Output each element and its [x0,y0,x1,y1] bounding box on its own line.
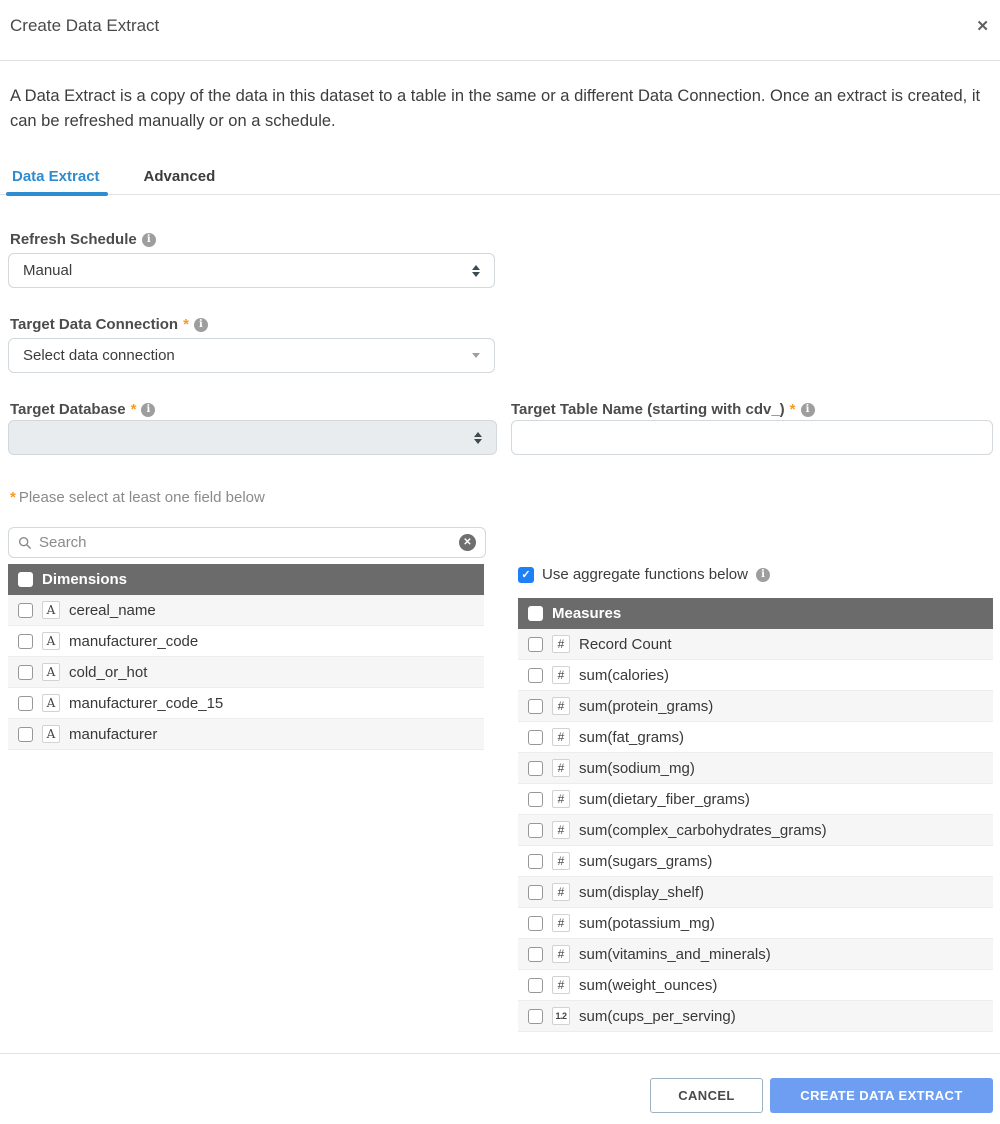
row-checkbox[interactable] [528,854,543,869]
dialog-title: Create Data Extract [10,16,160,35]
field-type-icon: # [552,852,570,870]
field-label: sum(cups_per_serving) [579,1007,736,1025]
row-checkbox[interactable] [528,668,543,683]
measure-list-item[interactable] [518,908,993,939]
field-type-icon: A [42,601,60,619]
search-input[interactable] [39,534,452,551]
measure-list-item[interactable] [518,1001,993,1032]
required-asterisk: * [10,489,16,506]
measures-list [518,598,993,1032]
target-database-label [10,401,155,418]
row-checkbox[interactable] [528,916,543,931]
required-asterisk: * [183,316,189,333]
measure-list-item[interactable] [518,753,993,784]
field-type-icon: # [552,976,570,994]
field-label: manufacturer_code_15 [69,694,224,712]
field-label: sum(sodium_mg) [579,759,695,777]
create-data-extract-button[interactable]: CREATE DATA EXTRACT [770,1078,993,1113]
updown-arrows-icon [472,265,480,277]
measure-list-item[interactable] [518,691,993,722]
refresh-schedule-label-text: Refresh Schedule [10,231,137,248]
field-type-icon: A [42,663,60,681]
select-all-measures-checkbox[interactable] [528,606,543,621]
field-label: sum(potassium_mg) [579,914,715,932]
field-type-icon: # [552,914,570,932]
info-icon[interactable]: i [141,403,155,417]
row-checkbox[interactable] [528,1009,543,1024]
refresh-schedule-value: Manual [23,262,73,279]
target-table-name-label [511,401,815,418]
field-label: cereal_name [69,601,156,619]
field-label: cold_or_hot [69,663,148,681]
field-type-icon: # [552,697,570,715]
select-all-dimensions-checkbox[interactable] [18,572,33,587]
target-data-connection-value: Select data connection [23,347,175,364]
field-label: sum(calories) [579,666,670,684]
field-label: sum(weight_ounces) [579,976,718,994]
dimensions-list [8,564,484,750]
row-checkbox[interactable] [18,603,33,618]
measures-header-label: Measures [552,605,622,622]
target-data-connection-label [10,316,208,333]
target-table-name-input[interactable] [511,420,993,455]
dimension-list-item[interactable] [8,688,484,719]
target-database-select[interactable] [8,420,497,455]
tab-advanced[interactable]: Advanced [143,168,216,185]
measure-list-item[interactable] [518,722,993,753]
measure-list-item[interactable] [518,815,993,846]
target-table-name-label-text: Target Table Name (starting with cdv_) [511,401,785,418]
row-checkbox[interactable] [18,696,33,711]
refresh-schedule-label [10,231,156,248]
measure-list-item[interactable] [518,629,993,660]
row-checkbox[interactable] [528,978,543,993]
field-type-icon: A [42,632,60,650]
target-data-connection-select[interactable] [8,338,495,373]
dimension-list-item[interactable] [8,595,484,626]
cancel-button[interactable]: CANCEL [650,1078,763,1113]
dialog-description: A Data Extract is a copy of the data in this dataset to a table in the same or a different Data Connection. Once an extract is created, it can be refreshed manually or on a schedule. [10,87,981,130]
dimension-list-item[interactable] [8,719,484,750]
use-aggregate-label: Use aggregate functions below [542,566,748,583]
field-type-icon: # [552,945,570,963]
row-checkbox[interactable] [528,792,543,807]
required-asterisk: * [130,401,137,418]
tab-bar [0,158,1000,195]
row-checkbox[interactable] [528,730,543,745]
updown-arrows-icon [474,432,482,444]
row-checkbox[interactable] [528,947,543,962]
search-icon [18,536,32,550]
clear-search-icon[interactable]: ✕ [459,534,476,551]
dimension-list-item[interactable] [8,657,484,688]
field-type-icon: # [552,821,570,839]
field-label: sum(complex_carbohydrates_grams) [579,821,827,839]
field-label: sum(dietary_fiber_grams) [579,790,750,808]
field-label: manufacturer [69,725,158,743]
field-note-text: Please select at least one field below [18,489,265,506]
measures-header [518,598,993,629]
tab-data-extract[interactable]: Data Extract [10,158,102,194]
field-label: manufacturer_code [69,632,199,650]
field-type-icon: # [552,759,570,777]
field-label: sum(sugars_grams) [579,852,713,870]
field-type-icon: # [552,728,570,746]
field-type-icon: # [552,883,570,901]
measure-list-item[interactable] [518,846,993,877]
field-type-icon: # [552,635,570,653]
field-selection-note [10,489,265,506]
dimensions-header-label: Dimensions [42,571,128,588]
close-icon[interactable]: ✕ [976,18,989,35]
required-asterisk: * [789,401,796,418]
caret-down-icon [472,353,480,358]
field-type-icon: A [42,725,60,743]
measure-list-item[interactable] [518,784,993,815]
header-divider [0,60,1000,61]
row-checkbox[interactable] [528,761,543,776]
dimension-list-item[interactable] [8,626,484,657]
field-type-icon: 1.2 [552,1007,570,1025]
info-icon[interactable]: i [801,403,815,417]
field-type-icon: # [552,790,570,808]
field-type-icon: A [42,694,60,712]
info-icon[interactable]: i [142,233,156,247]
field-label: Record Count [579,635,672,653]
measure-list-item[interactable] [518,939,993,970]
row-checkbox[interactable] [528,637,543,652]
row-checkbox[interactable] [528,823,543,838]
info-icon[interactable]: i [756,568,770,582]
field-label: sum(display_shelf) [579,883,705,901]
row-checkbox[interactable] [18,634,33,649]
field-type-icon: # [552,666,570,684]
field-search [8,527,486,558]
footer-divider [0,1053,1000,1054]
use-aggregate-checkbox[interactable]: ✓ [518,567,534,583]
use-aggregate-row [518,566,770,583]
target-data-connection-label-text: Target Data Connection [10,316,179,333]
row-checkbox[interactable] [18,665,33,680]
refresh-schedule-select[interactable] [8,253,495,288]
dimensions-header [8,564,484,595]
field-label: sum(fat_grams) [579,728,685,746]
measure-list-item[interactable] [518,660,993,691]
field-label: sum(protein_grams) [579,697,714,715]
row-checkbox[interactable] [528,885,543,900]
info-icon[interactable]: i [194,318,208,332]
measure-list-item[interactable] [518,877,993,908]
row-checkbox[interactable] [528,699,543,714]
target-database-label-text: Target Database [10,401,126,418]
field-label: sum(vitamins_and_minerals) [579,945,771,963]
row-checkbox[interactable] [18,727,33,742]
measure-list-item[interactable] [518,970,993,1001]
